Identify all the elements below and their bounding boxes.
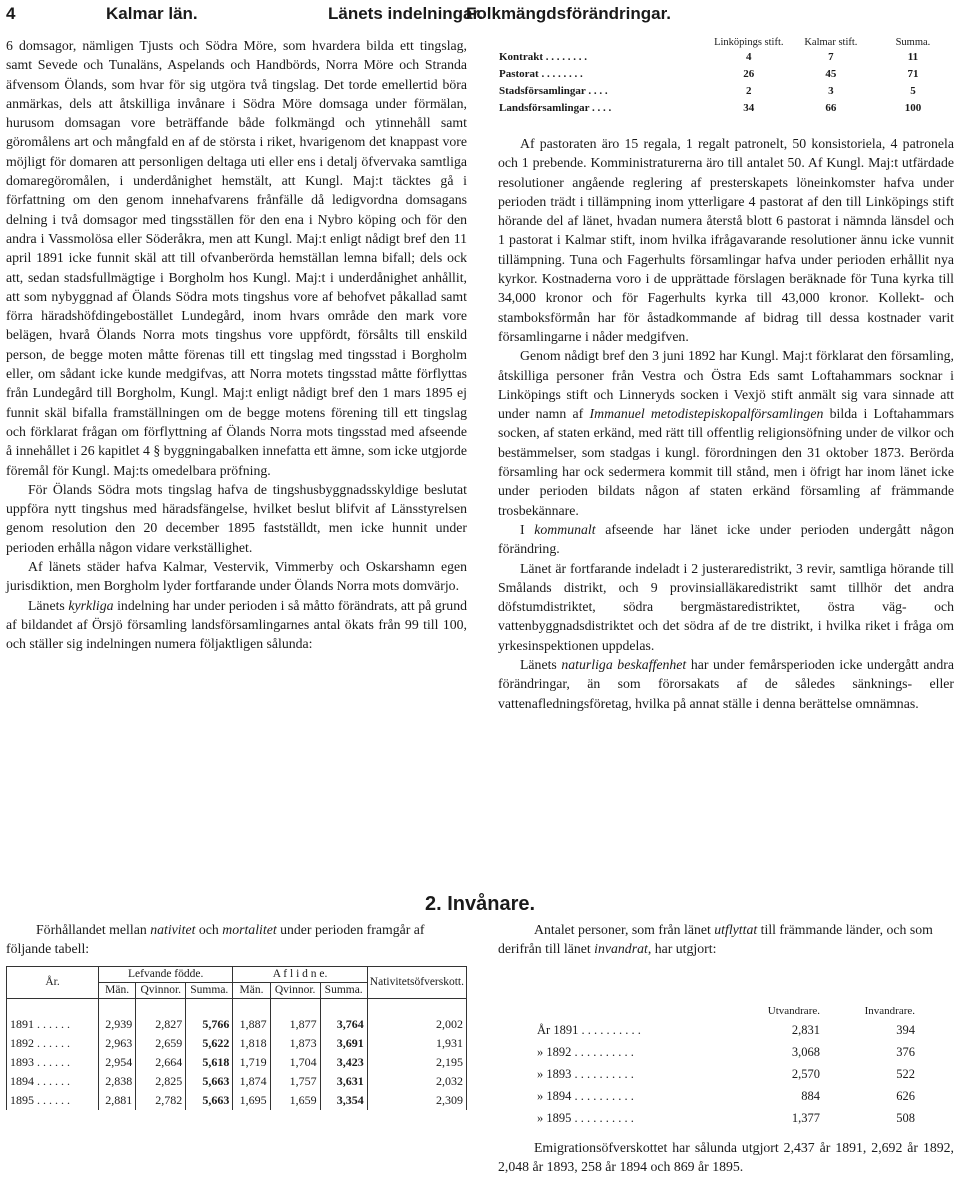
header-cell: Lefvande födde. <box>99 967 233 983</box>
paragraph: Länet är fortfarande indeladt i 2 justeraredistrikt, 3 revir, samtliga hörande till Smålands distrikt, och 9 provinsialläkaredistrikt samt tillhör det andra döfstumdistriktet, södra bergmästaredistriktet, östra väg- och vattenbyggnadsdistriktet och det södra af de tre distrikt, i hvilka riket i fråga om yrkesinspektionen uppdelas. <box>498 560 954 653</box>
subsection-title: Folkmängdsförändringar. <box>466 4 671 23</box>
table-row <box>7 1053 467 1072</box>
header-cell <box>498 36 708 49</box>
cell: 1,887 <box>233 1015 270 1034</box>
paragraph <box>498 520 954 559</box>
right-column <box>498 134 954 713</box>
table-row <box>536 1019 916 1041</box>
cell: 1,704 <box>270 1053 320 1072</box>
italic-term: naturliga beskaffenhet <box>561 657 687 673</box>
cell: 3,068 <box>791 1045 820 1059</box>
table-row <box>498 100 954 117</box>
row-label: Pastorat . . . . . . . . <box>499 68 583 80</box>
cell: 3,354 <box>320 1091 367 1110</box>
cell: 3,764 <box>320 1015 367 1034</box>
row-label: Kontrakt . . . . . . . . <box>499 51 587 63</box>
header-cell: Män. <box>233 983 270 999</box>
row-label: Landsförsamlingar . . . . <box>499 102 612 114</box>
table-row <box>7 1091 467 1110</box>
text-run: har under femårsperioden icke undergått andra förändringar, än som förorsakats af de således sänknings- eller vattenafledningsföretag, hvilka på annat ställe i denna berättelse omnämnas. <box>498 657 954 711</box>
header-cell: Invandrare. <box>864 1005 915 1017</box>
cell: År 1891 . . . . . . . . . . <box>537 1023 641 1037</box>
cell: » 1895 . . . . . . . . . . <box>537 1111 634 1125</box>
page-number: 4 <box>6 4 16 23</box>
cell: 66 <box>825 102 837 114</box>
left-column <box>6 36 467 654</box>
header-cell: Summa. <box>320 983 367 999</box>
cell: 1894 . . . . . . <box>7 1072 99 1091</box>
cell: 2,954 <box>99 1053 136 1072</box>
text-run: , har utgjort: <box>647 941 717 956</box>
cell: 2,827 <box>136 1015 186 1034</box>
italic-term: utflyttat <box>714 922 758 937</box>
cell: 7 <box>828 51 834 63</box>
cell: 34 <box>743 102 755 114</box>
cell: 2,309 <box>367 1091 466 1110</box>
cell: 5,663 <box>186 1072 233 1091</box>
cell: 1,877 <box>270 1015 320 1034</box>
text-run: Förhållandet mellan <box>36 922 151 937</box>
emigration-summary: Emigrationsöfverskottet har sålunda utgjort 2,437 år 1891, 2,692 år 1892, 2,048 år 1893, 258 år 1894 och 869 år 1895. <box>498 1140 954 1174</box>
cell: 2,838 <box>99 1072 136 1091</box>
text-run: indelning har under perioden i så måtto förändrats, att på grund af bildandet af Örsjö församling landsförsamlingarnes antal ökats från 99 till 100, och ställer sig indelningen numera följaktligen sålunda: <box>6 597 468 652</box>
text-run: och <box>195 922 223 937</box>
text-run: Genom nådigt bref den 3 juni 1892 har Kungl. Maj:t förklarat den församling, åtskilliga personer från Vestra och Östra Eds samt Loftahammars socknar i Linköpings stift och Linneryds socken i Vexjö stift anmält sig vara sinnade att under namn af <box>498 348 954 422</box>
cell: 1,757 <box>270 1072 320 1091</box>
italic-term: invandrat <box>594 941 648 956</box>
migration-table <box>536 1004 916 1129</box>
text-run: under perioden framgår af följande tabell: <box>6 922 425 956</box>
cell: 2,831 <box>791 1023 820 1037</box>
cell: 2 <box>746 85 752 97</box>
cell: 508 <box>896 1111 915 1125</box>
cell: 1,874 <box>233 1072 270 1091</box>
cell: 2,939 <box>99 1015 136 1034</box>
text-run: afseende har länet icke under perioden undergått någon förändring. <box>498 521 954 557</box>
header-cell: År. <box>7 967 99 999</box>
italic-term: kommunalt <box>534 521 596 537</box>
text-run: I <box>520 521 535 537</box>
cell: 522 <box>896 1067 915 1081</box>
header-cell: A f l i d n e. <box>233 967 367 983</box>
cell: 1,377 <box>791 1111 820 1125</box>
header-cell: Summa. <box>186 983 233 999</box>
intro-paragraph <box>498 920 954 958</box>
cell: 3 <box>828 85 834 97</box>
cell: » 1894 . . . . . . . . . . <box>537 1089 634 1103</box>
cell: 5 <box>910 85 916 97</box>
header-cell: Kalmar stift. <box>804 37 858 48</box>
paragraph: Af pastoraten äro 15 regala, 1 regalt patronelt, 50 konsistoriela, 4 patronela och 1 prebende. Komministraturerna äro till antalet 50. Af Kungl. Maj:t utfärdade resolutioner angående reglering af presterskapets löneinkomster hafva under perioden trädt i tillämpning inom ytterligare 4 pastorat af den till Linköpings stift hörande del af länet, hvadan numera återstå blott 6 pastorat i nämnda länsdel och 1 pastorat i Kalmar stift, inom hvilka ifrågavarande resolutioner ännu icke vunnit tillämpning. Tuna och Fagerhults församlingar hafva under perioden erhållit nya kyrkor. Kostnaderna voro i de upprättade förslagen beräknade för Tuna kyrka till 34,000 kronor och för Fagerhults kyrka till 43,000 kronor. Kollekt- och stamboksförmån har för åstadkommande af bidrag till dessa kostnader varit församlingarne i nåder medgifven. <box>498 136 954 344</box>
cell: 5,766 <box>186 1015 233 1034</box>
cell: 71 <box>907 68 919 80</box>
cell: 394 <box>896 1023 915 1037</box>
header-cell: Män. <box>99 983 136 999</box>
cell: 5,622 <box>186 1034 233 1053</box>
cell: 26 <box>743 68 755 80</box>
section-title: Länets indelningar. <box>328 4 483 23</box>
paragraph <box>6 596 467 654</box>
cell: 376 <box>896 1045 915 1059</box>
page-header <box>6 4 954 26</box>
paragraph <box>498 655 954 713</box>
text-run: bilda i Loftahammars socken, af staten erkänd, med rätt till offentlig religionsöfning under de vilkor och bestämmelser, som stadgas i kungl. förordningen den 31 oktober 1873. Berörda församling har ock sedermera kommit till stånd, men i öfrigt har inom länet icke under perioden bildats någon af staten erkänd församling af främmande trosbekännare. <box>498 406 954 518</box>
italic-term: kyrkliga <box>68 597 114 613</box>
county-title: Kalmar län. <box>106 4 198 23</box>
text-run: Länets <box>28 597 69 613</box>
cell: 5,618 <box>186 1053 233 1072</box>
text-run: Länets <box>520 657 562 673</box>
cell: 1,719 <box>233 1053 270 1072</box>
cell: 2,195 <box>367 1053 466 1072</box>
cell: 2,659 <box>136 1034 186 1053</box>
text-run: till främmande länder, och som derifrån till länet <box>498 922 933 956</box>
table-row <box>7 1015 467 1034</box>
text-run: Antalet personer, som från länet <box>534 922 715 937</box>
italic-term: nativitet <box>150 922 196 937</box>
header-cell: Nativitetsöfverskott. <box>367 967 466 999</box>
header-cell: Linköpings stift. <box>714 37 784 48</box>
cell: 45 <box>825 68 837 80</box>
cell: 2,782 <box>136 1091 186 1110</box>
italic-term: mortalitet <box>222 922 277 937</box>
table-row <box>498 49 954 66</box>
cell: 1,695 <box>233 1091 270 1110</box>
population-table <box>6 966 467 1110</box>
cell: 5,663 <box>186 1091 233 1110</box>
section-heading: 2. Invånare. <box>424 893 536 915</box>
header-cell: Summa. <box>895 37 931 48</box>
paragraph <box>498 346 954 520</box>
italic-term: Immanuel metodistepiskopalförsamlingen <box>589 406 824 422</box>
cell: 3,423 <box>320 1053 367 1072</box>
table-row <box>7 1072 467 1091</box>
cell: 1,931 <box>367 1034 466 1053</box>
cell: 2,032 <box>367 1072 466 1091</box>
paragraph: 6 domsagor, nämligen Tjusts och Södra Möre, som hvardera bilda ett tingslag, samt Sevede och Tunaläns, Aspelands och Handbörds, Norra Möre och Stranda äfvensom Ölands, som hvar för sig utgöra två tingslag. Det torde emellertid böra anmärkas, dels att åtskilliga invånare i Södra Möre domsaga under förmälan, hurusom domsagan vore beträffande både folkmängd och ytinnehåll samt göromålens art och mångfald en af de största i riket, hvarigenom det knappast vore möjligt för domaren att personligen deltaga uti eller ens i detalj öfvervaka samtliga domaregöromålen, i underdånighet hemstält, att Kungl. Maj:t täcktes gå i författning om den genom innehafvarens frånfälle då ledigvordna domsagans delning i två domsagor med tingsställen för den ena i Nybro köping och för den andra i Vassmolösa eller Söderåkra, men att Kungl. Maj:t enligt nådigt bref den 11 april 1891 icke funnit skäl att till ofvanberörda hemställan lemna bifall; dels ock att, sedan stadsfullmägtige i Borgholm hos Kungl. Maj:t i underdånighet anhållit, att som nybyggnad af Ölands Södra mots tingshus vore af behofvet påkallad samt förra häradshöfdingebostället Lundegård, inom hvars område den mark vore belägen, hvarå Ölands Norra mots tingshus vore uppfördt, försålts till enskild person, de begge moten måtte förenas till ett tingslag med tingsstad i Borgholm eller, om sådant icke kunde medgifvas, att Norra motets tingsstad måtte förflyttas från Lundegård till Borgholm, Kungl. Maj:t enligt nådigt bref den 1 mars 1895 ej funnit skäl bifalla framställningen om de begge motens förening till ett tingslag och förklarat frågan om förflyttning af Ölands Norra mots tingsstad med afseende å innehållet i 26 kapitlet 4 § byggningabalken innefatta ett ämne, som icke utgjorde föremål för Kungl. Maj:ts omedelbara pröfning. <box>6 38 467 478</box>
cell: 2,881 <box>99 1091 136 1110</box>
cell: 626 <box>896 1089 915 1103</box>
cell: 2,664 <box>136 1053 186 1072</box>
table-row <box>498 83 954 100</box>
table-row <box>498 66 954 83</box>
cell: 1891 . . . . . . <box>7 1015 99 1034</box>
cell: 884 <box>801 1089 820 1103</box>
table-row <box>7 1034 467 1053</box>
cell: 2,570 <box>791 1067 820 1081</box>
header-cell: Utvandrare. <box>767 1005 820 1017</box>
cell: 1,818 <box>233 1034 270 1053</box>
cell: 3,631 <box>320 1072 367 1091</box>
cell: 2,825 <box>136 1072 186 1091</box>
cell: 1,659 <box>270 1091 320 1110</box>
table-row <box>536 1107 916 1129</box>
cell: 2,002 <box>367 1015 466 1034</box>
cell: 1892 . . . . . . <box>7 1034 99 1053</box>
header-cell: Qvinnor. <box>136 983 186 999</box>
cell: 100 <box>904 102 922 114</box>
table-row <box>536 1085 916 1107</box>
cell: 1,873 <box>270 1034 320 1053</box>
table-row <box>536 1041 916 1063</box>
cell: 4 <box>746 51 752 63</box>
church-division-table <box>498 36 954 117</box>
paragraph: För Ölands Södra mots tingslag hafva de tingshusbyggnadsskyldige beslutat uppföra nytt tingshus med häradsfängelse, hvilket beslut blifvit af Länsstyrelsen genom resolution den 20 december 1895 fastställdt, men icke hunnit under perioden erhålla någon vidare verkställighet. <box>6 481 467 555</box>
cell: 1895 . . . . . . <box>7 1091 99 1110</box>
paragraph: Af länets städer hafva Kalmar, Vestervik, Vimmerby och Oskarshamn egen jurisdiktion, men Borgholm lyder fortfarande under Ölands Norra mots domvärjo. <box>6 559 467 594</box>
header-cell: Qvinnor. <box>270 983 320 999</box>
intro-paragraph <box>6 920 467 958</box>
table-row <box>536 1063 916 1085</box>
cell: 11 <box>907 51 919 63</box>
cell: » 1892 . . . . . . . . . . <box>537 1045 634 1059</box>
cell: » 1893 . . . . . . . . . . <box>537 1067 634 1081</box>
cell: 2,963 <box>99 1034 136 1053</box>
row-label: Stadsförsamlingar . . . . <box>499 85 608 97</box>
cell: 1893 . . . . . . <box>7 1053 99 1072</box>
cell: 3,691 <box>320 1034 367 1053</box>
